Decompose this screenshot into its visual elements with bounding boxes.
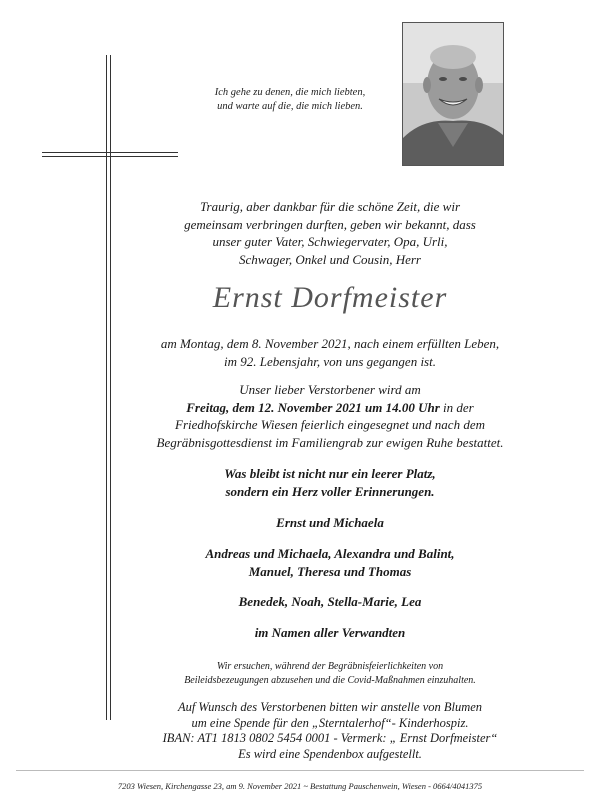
motto-line: und warte auf die, die mich lieben. xyxy=(217,101,363,112)
donation-iban: IBAN: AT1 1813 0802 5454 0001 - Vermerk: „ Ernst Dorfmeister“ xyxy=(162,731,498,745)
request-line: Beileidsbezeugungen abzusehen und die Covid-Maßnahmen einzuhalten. xyxy=(184,675,476,686)
funeral-line-rest: in der xyxy=(439,399,474,415)
death-line: im 92. Lebensjahr, von uns gegangen ist. xyxy=(224,353,436,369)
donation-line: Es wird eine Spendenbox aufgestellt. xyxy=(238,746,422,761)
footer-address: 7203 Wiesen, Kirchengasse 23, am 9. November 2021 ~ Bestattung Pauschenwein, Wiesen - 0664/4041375 xyxy=(117,781,483,791)
family-great-grandchildren: Benedek, Noah, Stella-Marie, Lea xyxy=(238,594,422,609)
intro-line: Traurig, aber dankbar für die schöne Zeit, die wir xyxy=(200,199,460,214)
quote-line: sondern ein Herz voller Erinnerungen. xyxy=(225,483,435,499)
motto-line: Ich gehe zu denen, die mich liebten, xyxy=(214,87,366,98)
condolence-request xyxy=(150,660,510,688)
funeral-line: Unser lieber Verstorbener wird am xyxy=(239,382,421,397)
family-relatives: im Namen aller Verwandten xyxy=(254,625,406,640)
deceased-name: Ernst Dorfmeister xyxy=(212,281,448,314)
funeral-line: Begräbnisgottesdienst im Familiengrab zur ewigen Ruhe bestattet. xyxy=(156,434,504,450)
memorial-quote xyxy=(150,465,510,500)
funeral-details xyxy=(150,381,510,451)
donation-line: Auf Wunsch des Verstorbenen bitten wir anstelle von Blumen xyxy=(177,700,483,714)
donation-line: um eine Spende für den „Sterntalerhof“- Kinderhospiz. xyxy=(191,715,469,730)
intro-line: unser guter Vater, Schwiegervater, Opa, Urli, xyxy=(212,234,448,249)
grandchildren-line: Manuel, Theresa und Thomas xyxy=(248,563,412,579)
intro-line: gemeinsam verbringen durften, geben wir bekannt, dass xyxy=(184,216,476,232)
motto xyxy=(190,86,390,114)
portrait-photo xyxy=(402,22,504,166)
funeral-date-line xyxy=(150,399,510,417)
announcement-intro xyxy=(150,198,510,268)
funeral-date: Freitag, dem 12. November 2021 um 14.00 Uhr xyxy=(186,399,440,415)
grandchildren-line: Andreas und Michaela, Alexandra und Balint, xyxy=(205,546,455,561)
quote-line: Was bleibt ist nicht nur ein leerer Platz, xyxy=(224,466,436,481)
request-line: Wir ersuchen, während der Begräbnisfeierlichkeiten von xyxy=(216,661,444,672)
death-line: am Montag, dem 8. November 2021, nach einem erfüllten Leben, xyxy=(160,336,500,351)
funeral-line: Friedhofskirche Wiesen feierlich eingesegnet und nach dem xyxy=(175,417,485,432)
donation-notice xyxy=(150,700,510,762)
divider xyxy=(16,770,584,771)
death-notice xyxy=(150,335,510,370)
family-grandchildren xyxy=(150,545,510,580)
family-children: Ernst und Michaela xyxy=(276,515,384,530)
intro-line: Schwager, Onkel und Cousin, Herr xyxy=(239,251,421,267)
